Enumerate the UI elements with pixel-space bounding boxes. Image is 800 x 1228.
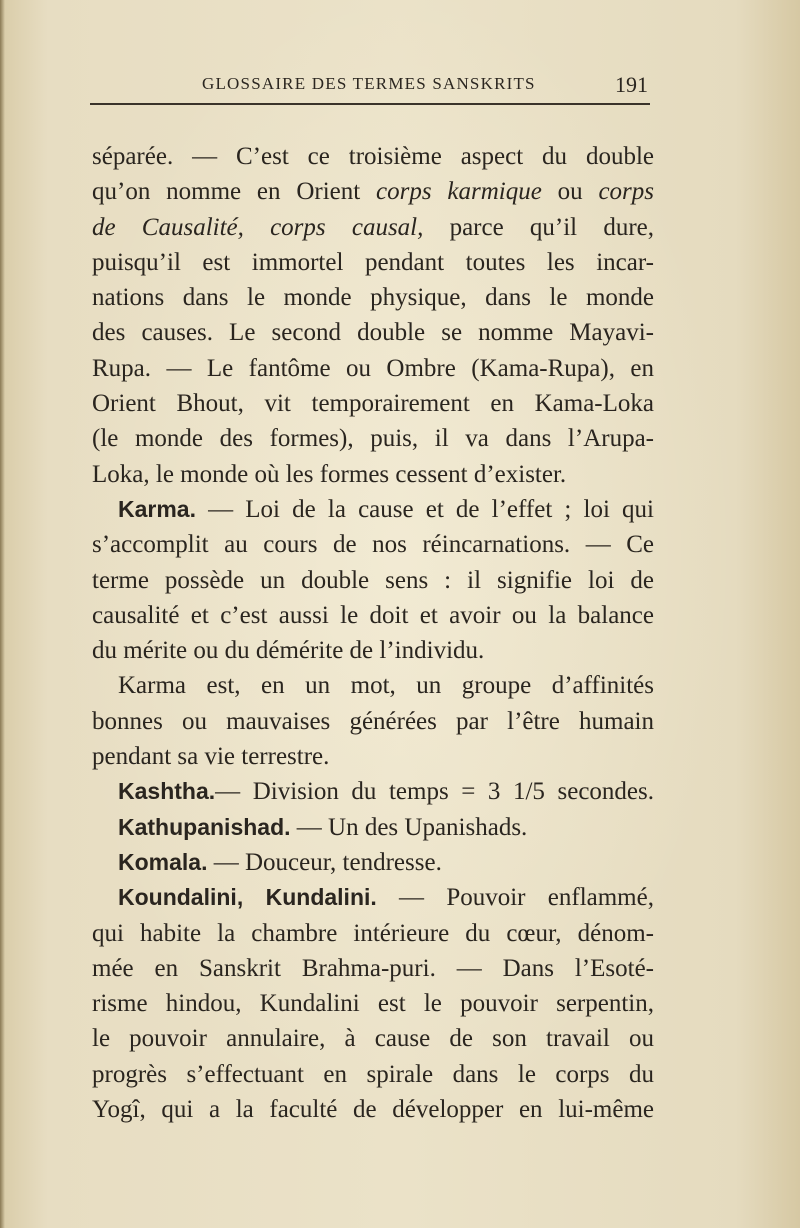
text-line: progrès s’effectuant en spirale dans le corps du — [92, 1060, 654, 1088]
italic-term: de Causalité, corps causal, — [92, 213, 424, 241]
text-line: pendant sa vie terrestre. — [92, 743, 330, 771]
glossary-term: Koundalini, Kundalini. — [118, 884, 377, 911]
definition-text: — Division du temps = 3 1/5 secondes. — [215, 778, 654, 806]
glossary-entry-kathupanishad — [92, 810, 654, 845]
text-line: Rupa. — Le fantôme ou Ombre (Kama-Rupa), en — [92, 354, 654, 382]
text-segment: qu’on nomme en Orient — [92, 178, 377, 206]
text-line: le pouvoir annulaire, à cause de son travail ou — [92, 1025, 654, 1053]
glossary-entry-karma — [92, 492, 654, 527]
text-line — [92, 174, 654, 209]
page-edge-shadow — [0, 0, 5, 1228]
page-number: 191 — [615, 72, 648, 97]
text-segment: ou — [541, 178, 599, 206]
header-rule — [90, 103, 650, 105]
italic-term: corps karmique — [376, 178, 542, 206]
glossary-body — [92, 139, 654, 1127]
header-title: GLOSSAIRE DES TERMES SANSKRITS — [202, 74, 536, 93]
glossary-term: Komala. — [118, 848, 208, 875]
text-line: des causes. Le second double se nomme Mayavi- — [92, 319, 654, 347]
text-line: risme hindou, Kundalini est le pouvoir serpentin, — [92, 990, 654, 1018]
italic-term: corps — [598, 178, 655, 206]
text-line: s’accomplit au cours de nos réincarnations. — Ce — [92, 531, 654, 559]
text-line: (le monde des formes), puis, il va dans l’Arupa- — [92, 425, 654, 453]
text-line: bonnes ou mauvaises générées par l’être humain — [92, 707, 654, 735]
text-line: nations dans le monde physique, dans le monde — [92, 284, 654, 312]
text-segment: parce qu’il dure, — [423, 213, 654, 241]
glossary-term: Karma. — [118, 495, 196, 522]
definition-text: — Douceur, tendresse. — [207, 848, 442, 876]
glossary-entry-komala — [92, 845, 654, 880]
text-line: qui habite la chambre intérieure du cœur, dénom- — [92, 919, 654, 947]
text-line: Loka, le monde où les formes cessent d’exister. — [92, 460, 567, 488]
glossary-entry-koundalini — [92, 880, 654, 915]
running-header — [90, 70, 650, 106]
glossary-entry-kashtha — [92, 774, 654, 809]
glossary-term: Kashtha. — [118, 778, 216, 805]
text-line — [92, 210, 654, 245]
glossary-term: Kathupanishad. — [118, 813, 291, 840]
text-line: Yogî, qui a la faculté de développer en lui-même — [92, 1096, 654, 1124]
text-line: causalité et c’est aussi le doit et avoir ou la balance — [92, 601, 654, 629]
text-line: séparée. — C’est ce troisième aspect du double — [92, 143, 654, 170]
text-line: du mérite ou du démérite de l’individu. — [92, 637, 485, 665]
text-line: mée en Sanskrit Brahma-puri. — Dans l’Esoté- — [92, 954, 654, 982]
text-line: terme possède un double sens : il signifie loi de — [92, 566, 654, 594]
text-line: puisqu’il est immortel pendant toutes les incar- — [92, 248, 654, 276]
definition-text: — Pouvoir enflammé, — [376, 884, 654, 912]
definition-text: — Un des Upanishads. — [290, 813, 528, 841]
text-line: Karma est, en un mot, un groupe d’affinités — [118, 672, 654, 700]
text-line: Orient Bhout, vit temporairement en Kama-Loka — [92, 390, 654, 418]
definition-text: — Loi de la cause et de l’effet ; loi qui — [195, 495, 654, 523]
